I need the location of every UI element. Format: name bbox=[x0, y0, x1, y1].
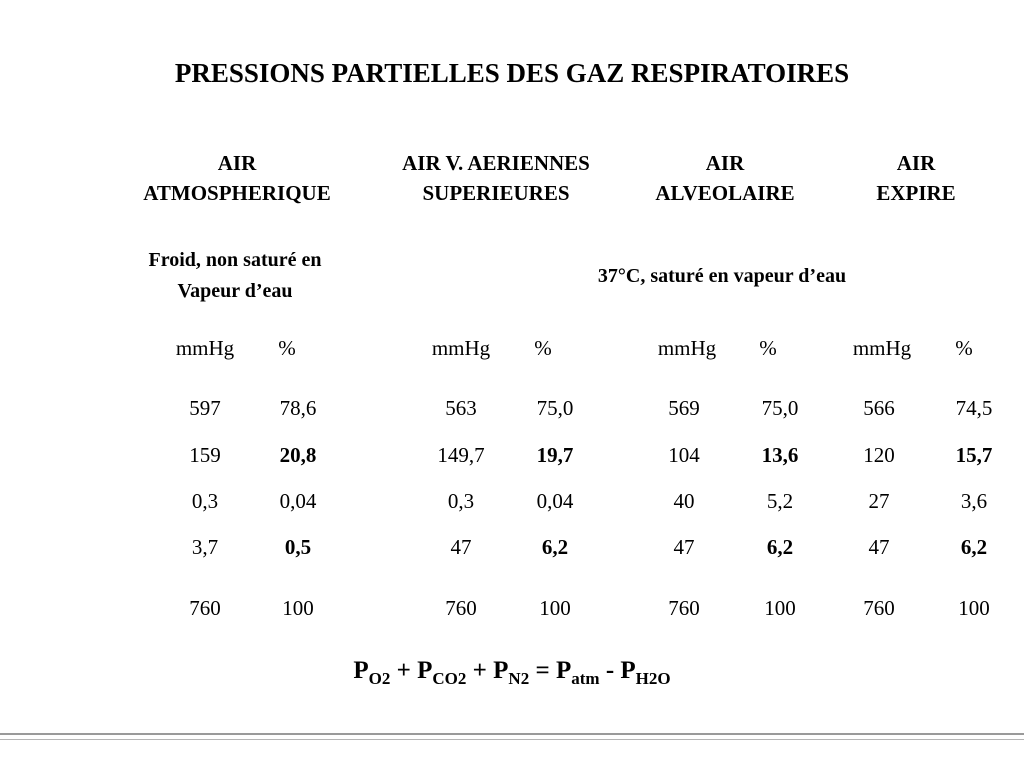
table-cell: 47 bbox=[673, 535, 695, 559]
table-cell: 27 bbox=[868, 489, 890, 513]
column-header-air-atmospherique bbox=[143, 148, 330, 208]
table-cell: 20,8 bbox=[279, 443, 317, 467]
column-header-line: AIR bbox=[705, 151, 745, 175]
formula-operator: + bbox=[472, 657, 487, 684]
formula-p: P bbox=[555, 657, 572, 684]
table-cell: 760 bbox=[445, 596, 477, 620]
condition-line: Vapeur d’eau bbox=[177, 280, 293, 302]
condition-warm: 37°C, saturé en vapeur d’eau bbox=[597, 265, 847, 287]
formula-sub: 2 bbox=[520, 669, 530, 688]
partial-pressure-formula bbox=[0, 657, 1024, 688]
table-cell: 3,6 bbox=[960, 489, 988, 513]
table-cell: 47 bbox=[450, 535, 472, 559]
table-cell: 74,5 bbox=[955, 396, 993, 420]
formula-operator: + bbox=[396, 657, 411, 684]
table-cell: 569 bbox=[668, 396, 700, 420]
table-cell: 120 bbox=[863, 443, 895, 467]
table-cell: 6,2 bbox=[766, 535, 794, 559]
table-cell: 0,5 bbox=[284, 535, 312, 559]
formula-p: P bbox=[493, 657, 509, 684]
unit-label: % bbox=[278, 336, 296, 360]
formula-sub: CO bbox=[432, 669, 458, 688]
column-header-line: AIR bbox=[896, 151, 936, 175]
table-cell: 75,0 bbox=[761, 396, 799, 420]
formula-operator: = bbox=[535, 657, 550, 684]
formula-p: P bbox=[353, 657, 369, 684]
condition-line: Froid, non saturé en bbox=[148, 249, 322, 271]
table-cell: 0,04 bbox=[536, 489, 574, 513]
table-cell: 760 bbox=[668, 596, 700, 620]
table-cell: 100 bbox=[958, 596, 990, 620]
table-cell: 13,6 bbox=[761, 443, 799, 467]
unit-label: % bbox=[534, 336, 552, 360]
unit-label: mmHg bbox=[852, 336, 912, 360]
unit-label: % bbox=[955, 336, 973, 360]
table-cell: 760 bbox=[189, 596, 221, 620]
table-cell: 563 bbox=[445, 396, 477, 420]
formula-sub: 2 bbox=[457, 669, 467, 688]
formula-p: P bbox=[417, 657, 433, 684]
table-cell: 19,7 bbox=[536, 443, 574, 467]
formula-p: P bbox=[620, 657, 636, 684]
table-cell: 760 bbox=[863, 596, 895, 620]
table-cell: 0,3 bbox=[447, 489, 475, 513]
table-cell: 5,2 bbox=[766, 489, 794, 513]
table-cell: 6,2 bbox=[960, 535, 988, 559]
unit-label: mmHg bbox=[657, 336, 717, 360]
table-cell: 104 bbox=[668, 443, 700, 467]
column-header-air-alveolaire bbox=[655, 148, 794, 208]
table-cell: 149,7 bbox=[437, 443, 485, 467]
table-cell: 78,6 bbox=[279, 396, 317, 420]
table-cell: 100 bbox=[539, 596, 571, 620]
table-cell: 40 bbox=[673, 489, 695, 513]
table-cell: 3,7 bbox=[191, 535, 219, 559]
table-cell: 0,3 bbox=[191, 489, 219, 513]
table-cell: 47 bbox=[868, 535, 890, 559]
formula-sub: O bbox=[368, 669, 382, 688]
table-cell: 15,7 bbox=[955, 443, 993, 467]
formula-sub: H bbox=[635, 669, 649, 688]
column-header-line: SUPERIEURES bbox=[422, 181, 570, 205]
column-header-line: AIR V. AERIENNES bbox=[402, 151, 590, 175]
table-cell: 6,2 bbox=[541, 535, 569, 559]
column-header-line: ALVEOLAIRE bbox=[655, 181, 795, 205]
table-cell: 597 bbox=[189, 396, 221, 420]
footer-divider bbox=[0, 739, 1024, 740]
formula-sub: 2 bbox=[648, 669, 658, 688]
table-cell: 75,0 bbox=[536, 396, 574, 420]
page-title: PRESSIONS PARTIELLES DES GAZ RESPIRATOIRES bbox=[174, 58, 850, 88]
formula-operator: - bbox=[605, 657, 615, 684]
unit-label: % bbox=[759, 336, 777, 360]
formula-sub: 2 bbox=[381, 669, 391, 688]
formula-sub: N bbox=[508, 669, 521, 688]
column-header-line: ATMOSPHERIQUE bbox=[143, 181, 331, 205]
table-cell: 0,04 bbox=[279, 489, 317, 513]
column-header-air-expire bbox=[876, 148, 955, 208]
column-header-line: AIR bbox=[217, 151, 257, 175]
unit-label: mmHg bbox=[431, 336, 491, 360]
formula-sub: O bbox=[657, 669, 671, 688]
footer-divider bbox=[0, 733, 1024, 735]
column-header-air-voies-aeriennes bbox=[402, 148, 590, 208]
table-cell: 566 bbox=[863, 396, 895, 420]
formula-sub: atm bbox=[571, 669, 600, 688]
unit-label: mmHg bbox=[175, 336, 235, 360]
table-cell: 159 bbox=[189, 443, 221, 467]
table-cell: 100 bbox=[282, 596, 314, 620]
condition-cold bbox=[149, 245, 322, 307]
table-cell: 100 bbox=[764, 596, 796, 620]
column-header-line: EXPIRE bbox=[876, 181, 956, 205]
